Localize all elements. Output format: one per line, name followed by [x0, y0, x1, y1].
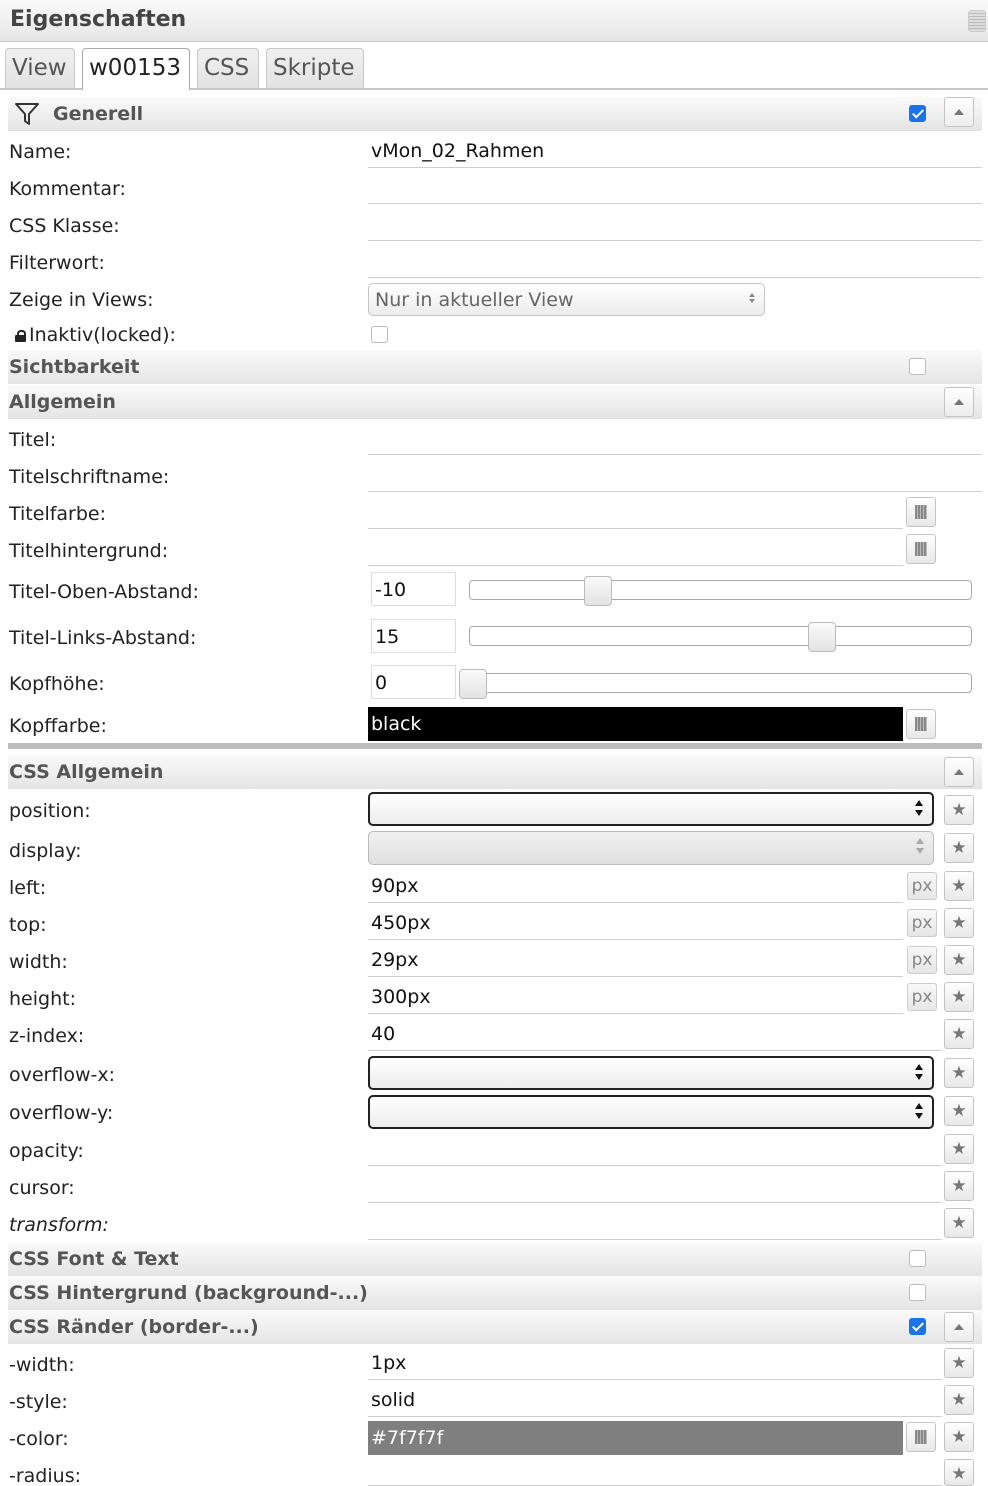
opacity-input[interactable]	[368, 1132, 942, 1166]
css-hintergrund-checkbox[interactable]	[909, 1284, 926, 1301]
name-input[interactable]: vMon_02_Rahmen	[368, 134, 982, 168]
titel-label: Titel:	[9, 429, 57, 451]
border-style-label: -style:	[9, 1391, 68, 1413]
titel-input[interactable]	[368, 421, 982, 455]
star-icon[interactable]: ★	[944, 1348, 974, 1378]
panel-resize-handle[interactable]	[968, 10, 986, 32]
display-label: display:	[9, 840, 82, 862]
star-icon[interactable]: ★	[944, 908, 974, 938]
overflow-y-label: overflow-y:	[9, 1102, 114, 1124]
transform-input[interactable]	[368, 1206, 942, 1240]
lock-icon	[15, 330, 26, 342]
top-input[interactable]: 450px	[368, 906, 903, 940]
color-picker-icon[interactable]	[906, 709, 936, 739]
generell-checkbox[interactable]	[909, 105, 926, 122]
overflow-y-select[interactable]	[368, 1095, 934, 1129]
titel-oben-abstand-input[interactable]: -10	[371, 572, 456, 606]
opacity-label: opacity:	[9, 1140, 84, 1162]
star-icon[interactable]: ★	[944, 1385, 974, 1415]
filterwort-label: Filterwort:	[9, 252, 105, 274]
star-icon[interactable]: ★	[944, 833, 974, 863]
panel-header	[0, 0, 988, 42]
star-icon[interactable]: ★	[944, 1459, 974, 1486]
star-icon[interactable]: ★	[944, 1058, 974, 1088]
border-color-label: -color:	[9, 1428, 69, 1450]
overflow-x-label: overflow-x:	[9, 1064, 116, 1086]
inaktiv-label	[15, 324, 176, 346]
panel-title: Eigenschaften	[10, 7, 187, 32]
divider	[8, 743, 982, 749]
star-icon[interactable]: ★	[944, 1422, 974, 1452]
color-picker-icon[interactable]	[906, 497, 936, 527]
section-css-hintergrund[interactable]	[8, 1276, 982, 1310]
tab-widget[interactable]: w00153	[82, 48, 190, 90]
titel-oben-abstand-slider[interactable]	[469, 580, 972, 600]
zeige-in-views-select[interactable]	[368, 283, 765, 316]
section-title: Generell	[53, 103, 144, 125]
inaktiv-label-text: Inaktiv(locked):	[29, 324, 176, 346]
tab-skripte[interactable]: Skripte	[266, 48, 364, 88]
section-css-raender[interactable]	[8, 1310, 982, 1344]
collapse-button[interactable]	[944, 387, 974, 417]
border-width-input[interactable]: 1px	[368, 1346, 942, 1380]
select-arrows-icon	[914, 1103, 924, 1121]
select-arrows-icon	[914, 800, 924, 818]
section-generell[interactable]	[8, 97, 982, 131]
filter-icon	[14, 101, 40, 127]
titelschriftname-label: Titelschriftname:	[9, 466, 170, 488]
cursor-label: cursor:	[9, 1177, 75, 1199]
border-color-input[interactable]: #7f7f7f	[368, 1421, 903, 1455]
sichtbarkeit-checkbox[interactable]	[909, 358, 926, 375]
collapse-button[interactable]	[944, 1312, 974, 1342]
kommentar-input[interactable]	[368, 170, 982, 204]
section-title: CSS Hintergrund (background-...)	[9, 1282, 368, 1304]
filterwort-input[interactable]	[368, 244, 982, 278]
kopfhoehe-label: Kopfhöhe:	[9, 673, 105, 695]
star-icon[interactable]: ★	[944, 1208, 974, 1238]
star-icon[interactable]: ★	[944, 945, 974, 975]
position-select[interactable]	[368, 792, 934, 826]
titel-links-abstand-input[interactable]: 15	[371, 619, 456, 653]
width-label: width:	[9, 951, 68, 973]
width-input[interactable]: 29px	[368, 943, 903, 977]
section-title: Allgemein	[9, 391, 116, 413]
section-title: CSS Font & Text	[9, 1248, 179, 1270]
tab-bar	[0, 42, 988, 90]
unit-toggle[interactable]: px	[907, 909, 937, 937]
css-font-checkbox[interactable]	[909, 1250, 926, 1267]
titelschriftname-input[interactable]	[368, 458, 982, 492]
star-icon[interactable]: ★	[944, 982, 974, 1012]
top-label: top:	[9, 914, 47, 936]
select-arrows-icon	[914, 1064, 924, 1082]
height-input[interactable]: 300px	[368, 980, 903, 1014]
unit-toggle[interactable]: px	[907, 872, 937, 900]
position-label: position:	[9, 800, 91, 822]
section-title: Sichtbarkeit	[9, 356, 140, 378]
star-icon[interactable]: ★	[944, 1096, 974, 1126]
titelhintergrund-input[interactable]	[368, 532, 903, 566]
titel-oben-abstand-label: Titel-Oben-Abstand:	[9, 581, 199, 603]
unit-toggle[interactable]: px	[907, 946, 937, 974]
border-style-input[interactable]: solid	[368, 1383, 942, 1417]
unit-toggle[interactable]: px	[907, 983, 937, 1011]
tab-css[interactable]: CSS	[197, 48, 259, 88]
border-radius-input[interactable]	[368, 1458, 942, 1486]
zeige-in-views-value: Nur in aktueller View	[375, 289, 574, 311]
border-width-label: -width:	[9, 1354, 75, 1376]
z-index-label: z-index:	[9, 1025, 85, 1047]
border-radius-label: -radius:	[9, 1465, 81, 1486]
inaktiv-checkbox[interactable]	[371, 326, 388, 343]
overflow-x-select[interactable]	[368, 1056, 934, 1090]
kopffarbe-input[interactable]: black	[368, 707, 903, 741]
z-index-input[interactable]: 40	[368, 1017, 942, 1051]
name-label: Name:	[9, 141, 72, 163]
titel-links-abstand-label: Titel-Links-Abstand:	[9, 627, 197, 649]
star-icon[interactable]: ★	[944, 1134, 974, 1164]
display-select[interactable]	[368, 831, 934, 865]
css-raender-checkbox[interactable]	[909, 1318, 926, 1335]
kopfhoehe-slider[interactable]	[459, 673, 972, 693]
section-allgemein[interactable]	[8, 385, 982, 419]
kommentar-label: Kommentar:	[9, 178, 126, 200]
select-arrows-icon	[748, 293, 756, 305]
color-picker-icon[interactable]	[906, 1422, 936, 1452]
slider-thumb[interactable]	[808, 622, 836, 652]
cursor-input[interactable]	[368, 1169, 942, 1203]
section-title: CSS Ränder (border-...)	[9, 1316, 259, 1338]
kopfhoehe-input[interactable]: 0	[371, 665, 456, 699]
collapse-button[interactable]	[944, 757, 974, 787]
collapse-button[interactable]	[944, 97, 974, 127]
titelhintergrund-label: Titelhintergrund:	[9, 540, 169, 562]
star-icon[interactable]: ★	[944, 871, 974, 901]
color-picker-icon[interactable]	[906, 534, 936, 564]
select-arrows-icon	[915, 838, 925, 856]
zeige-in-views-label: Zeige in Views:	[9, 289, 154, 311]
css-klasse-label: CSS Klasse:	[9, 215, 120, 237]
titelfarbe-input[interactable]	[368, 495, 903, 529]
star-icon[interactable]: ★	[944, 795, 974, 825]
titel-links-abstand-slider[interactable]	[469, 626, 972, 646]
transform-label: transform:	[9, 1214, 109, 1236]
css-klasse-input[interactable]	[368, 207, 982, 241]
star-icon[interactable]: ★	[944, 1019, 974, 1049]
height-label: height:	[9, 988, 76, 1010]
section-css-font-text[interactable]	[8, 1242, 982, 1276]
star-icon[interactable]: ★	[944, 1171, 974, 1201]
left-label: left:	[9, 877, 47, 899]
tab-view[interactable]: View	[5, 48, 75, 88]
section-title: CSS Allgemein	[9, 761, 164, 783]
kopffarbe-label: Kopffarbe:	[9, 715, 107, 737]
section-sichtbarkeit[interactable]	[8, 350, 982, 384]
slider-thumb[interactable]	[459, 669, 487, 699]
titelfarbe-label: Titelfarbe:	[9, 503, 107, 525]
section-css-allgemein[interactable]	[8, 755, 982, 789]
left-input[interactable]: 90px	[368, 869, 903, 903]
slider-thumb[interactable]	[584, 576, 612, 606]
